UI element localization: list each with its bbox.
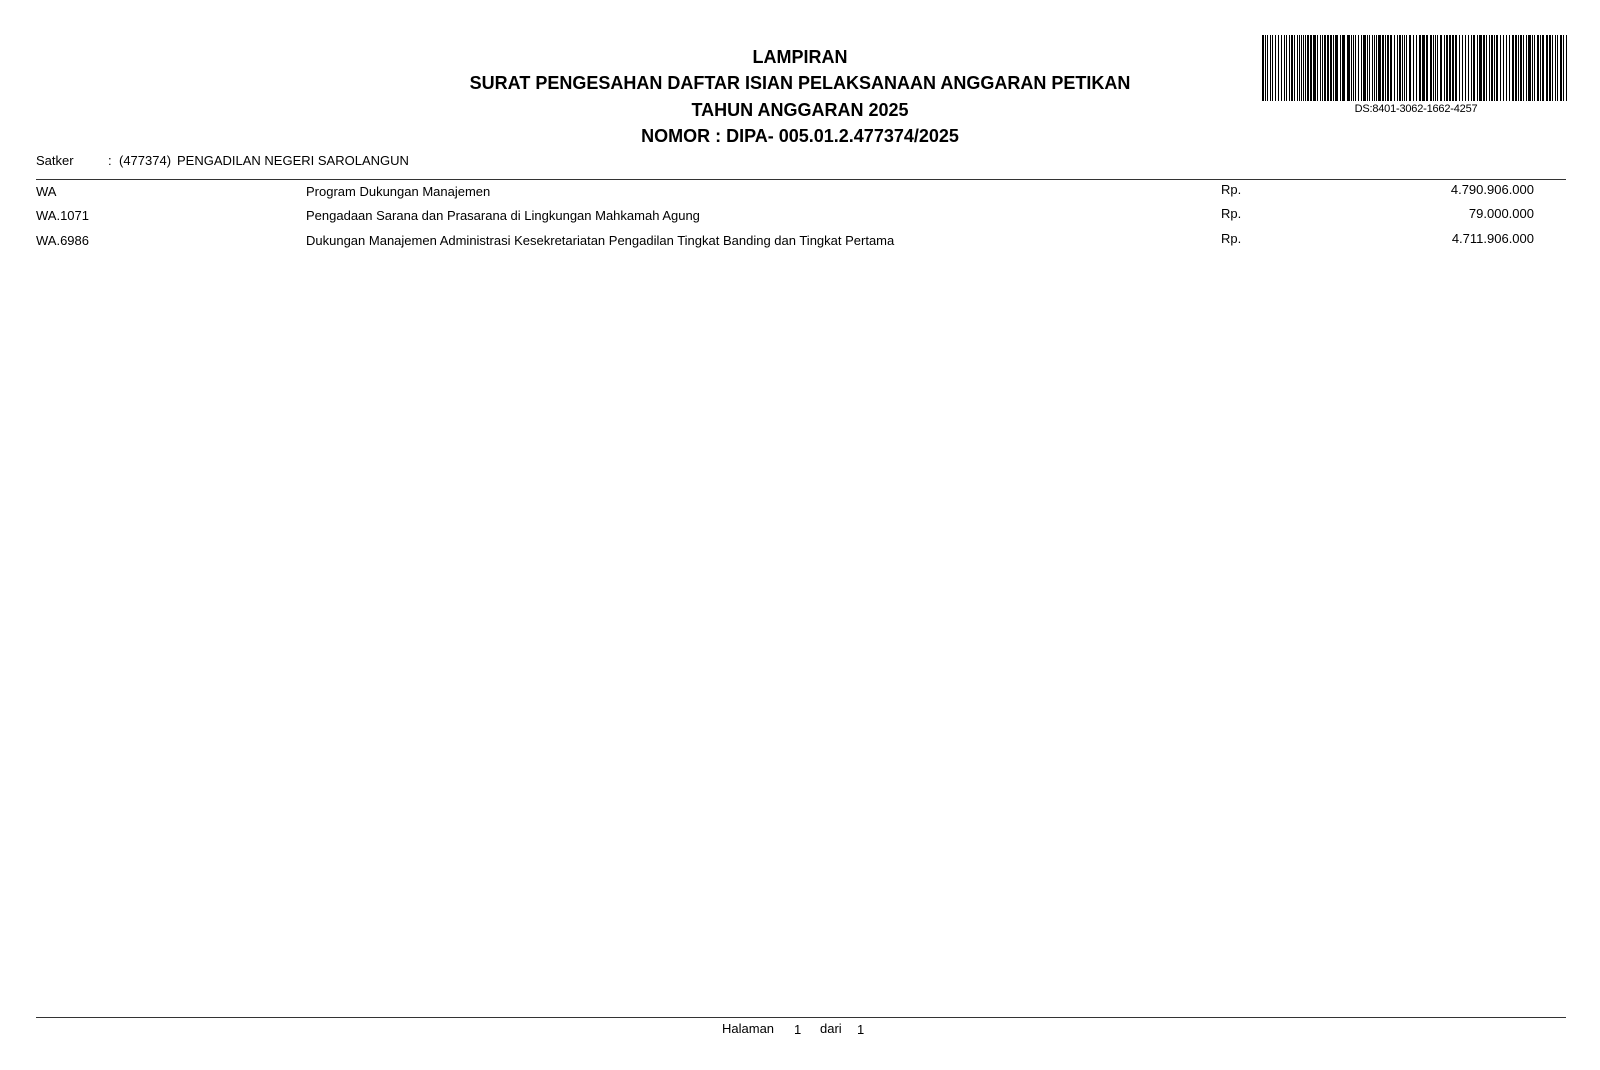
row-currency: Rp. [1221, 206, 1242, 221]
barcode-icon [1262, 35, 1570, 101]
table-row [0, 233, 1600, 253]
row-amount: 4.790.906.000 [1450, 182, 1534, 197]
barcode-block [1262, 35, 1570, 115]
row-code: WA.1071 [36, 208, 89, 223]
satker-code: (477374) [119, 153, 172, 168]
row-code: WA [36, 184, 57, 199]
digital-stamp-code: DS:8401-3062-1662-4257 [1354, 103, 1478, 115]
page-of-label: dari [820, 1021, 842, 1036]
page-number: 1 [794, 1022, 802, 1037]
page-total: 1 [857, 1022, 865, 1037]
document-title: LAMPIRAN [752, 47, 848, 67]
satker-colon: : [108, 153, 112, 168]
table-row [0, 184, 1600, 204]
row-code: WA.6986 [36, 233, 89, 248]
row-description: Dukungan Manajemen Administrasi Kesekretariatan Pengadilan Tingkat Banding dan Tingkat Pertama [306, 233, 895, 248]
row-description: Program Dukungan Manajemen [306, 184, 491, 199]
budget-year: TAHUN ANGGARAN 2025 [691, 100, 909, 120]
row-amount: 4.711.906.000 [1451, 231, 1534, 246]
satker-name: PENGADILAN NEGERI SAROLANGUN [177, 153, 409, 168]
row-currency: Rp. [1221, 182, 1242, 197]
row-currency: Rp. [1221, 231, 1242, 246]
satker-label: Satker [36, 153, 74, 168]
page-label: Halaman [722, 1021, 775, 1036]
row-description: Pengadaan Sarana dan Prasarana di Lingkungan Mahkamah Agung [306, 208, 700, 223]
top-divider [36, 179, 1566, 180]
document-number: NOMOR : DIPA- 005.01.2.477374/2025 [641, 126, 959, 146]
bottom-divider [36, 1017, 1566, 1018]
document-subtitle: SURAT PENGESAHAN DAFTAR ISIAN PELAKSANAAN ANGGARAN PETIKAN [469, 73, 1131, 93]
row-amount: 79.000.000 [1468, 206, 1534, 221]
table-row [0, 208, 1600, 228]
